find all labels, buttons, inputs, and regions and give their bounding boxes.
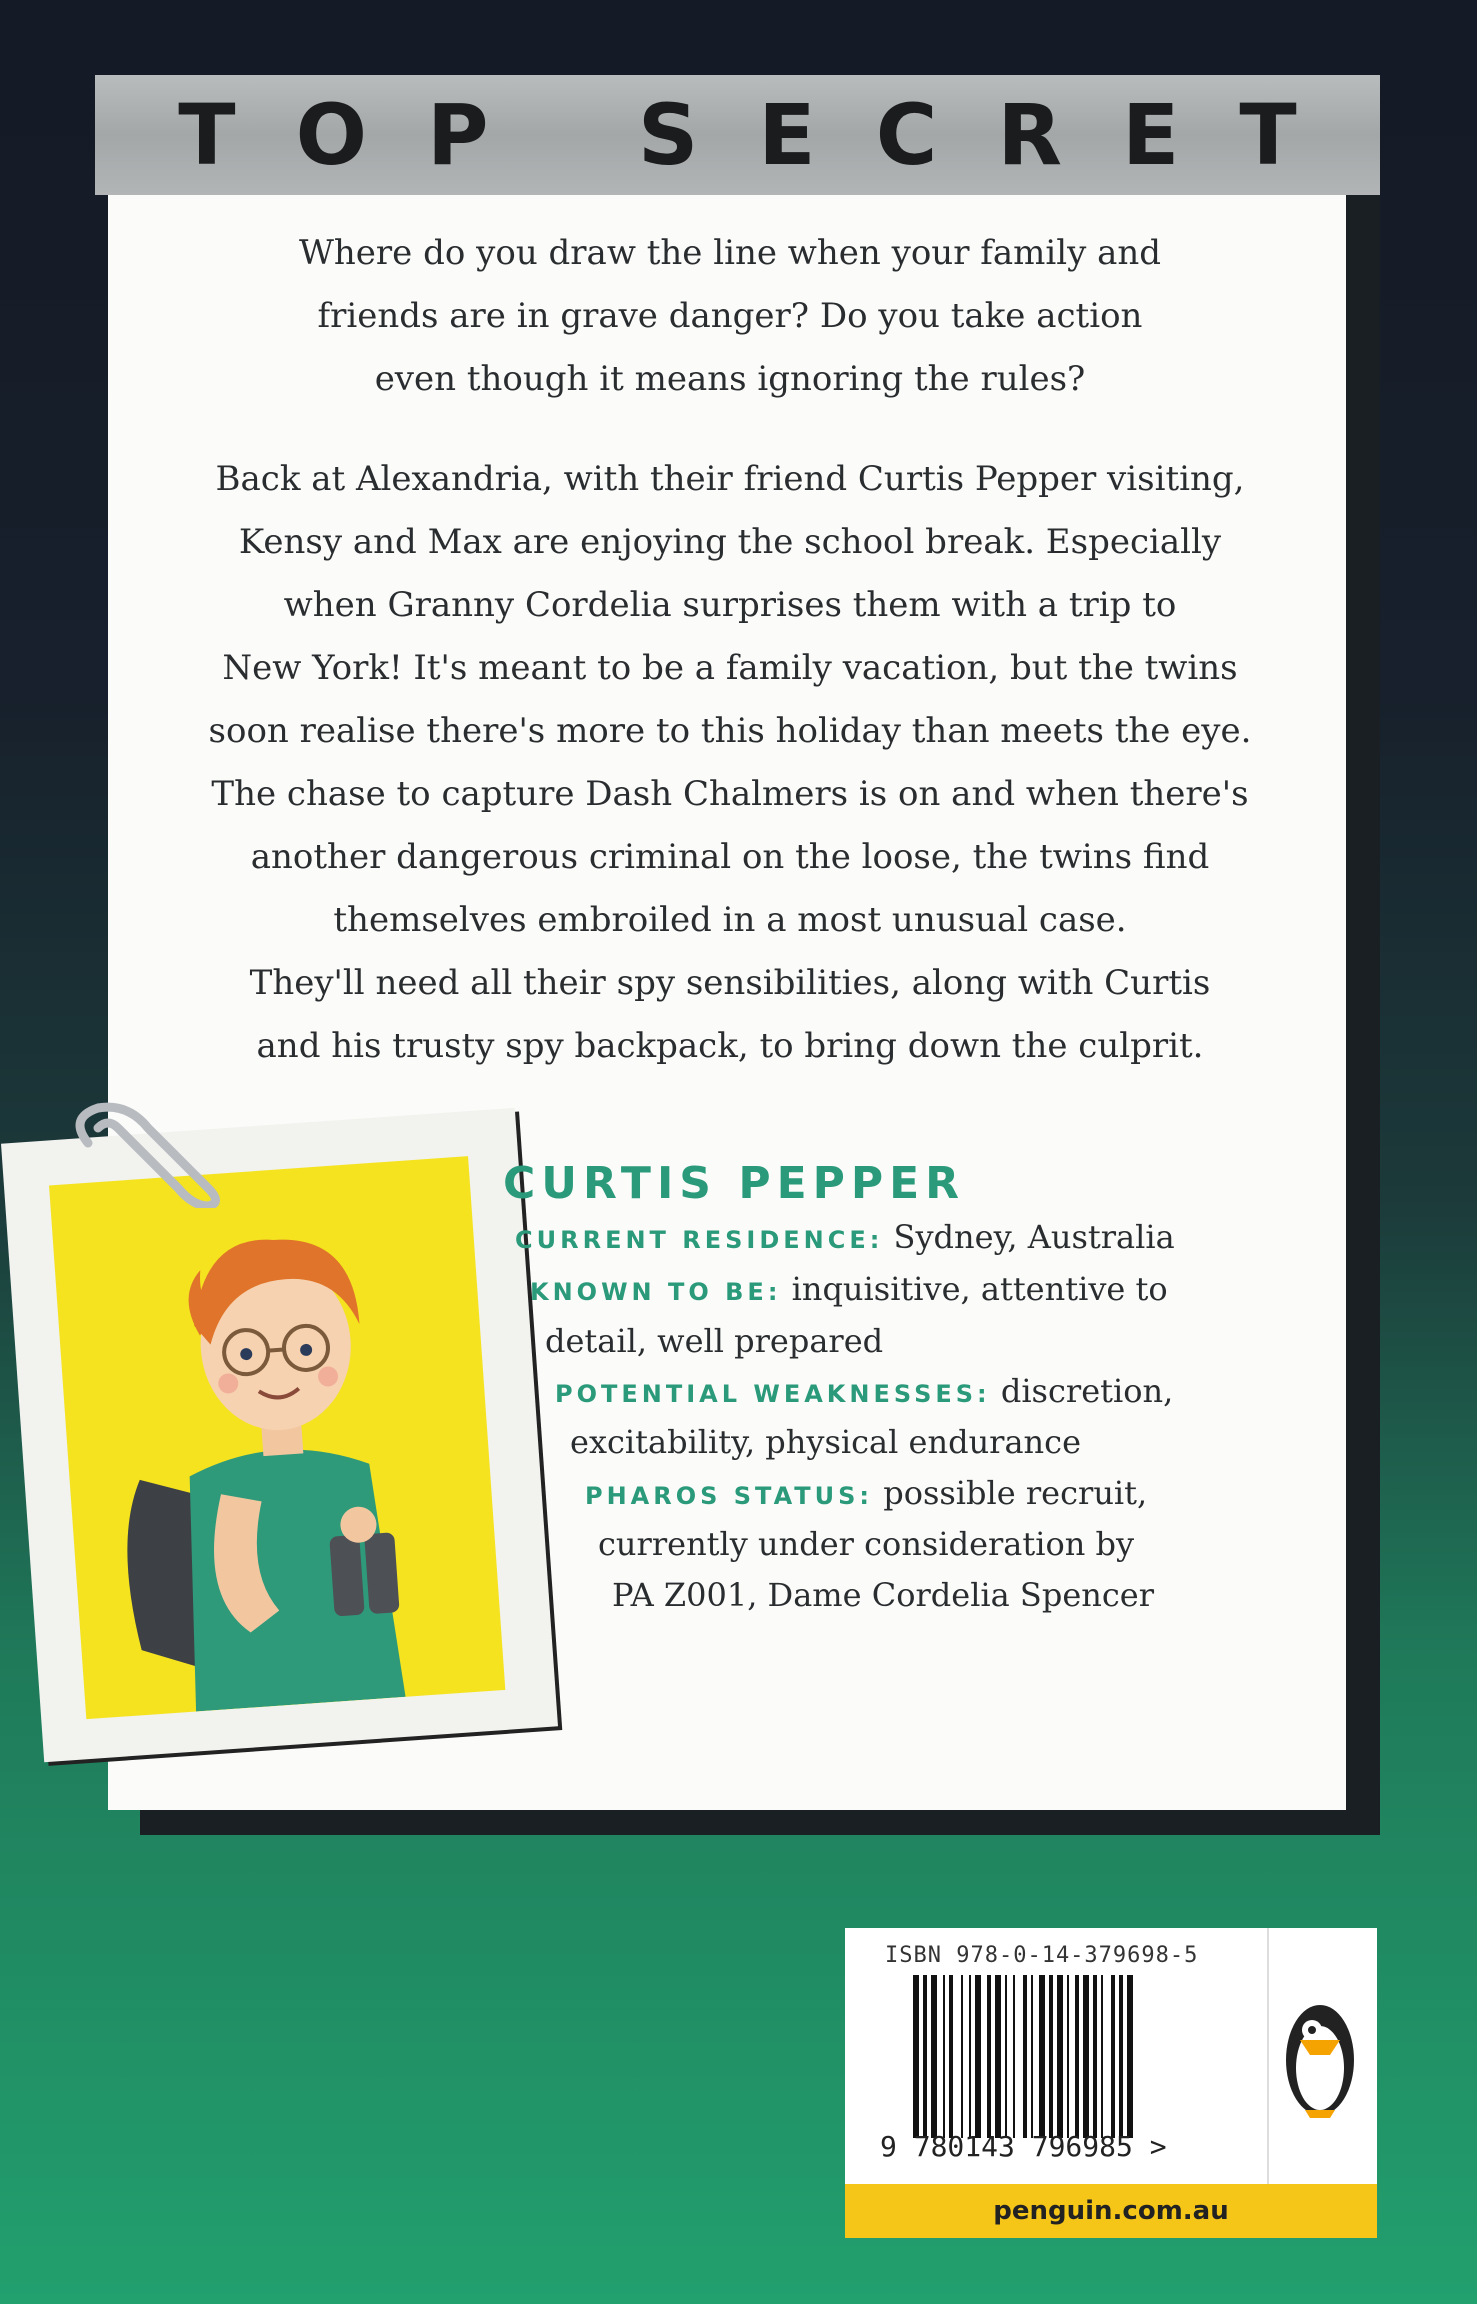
top-secret-banner [95,75,1380,195]
penguin-logo-icon [1280,2000,1360,2120]
known-row [530,1264,1168,1318]
blurb-line: themselves embroiled in a most unusual case. [333,900,1127,940]
residence-value: Sydney, Australia [893,1218,1175,1256]
barcode-digits: 9 780143 796985 > [880,2130,1167,2163]
isbn-number: ISBN 978-0-14-379698-5 [885,1943,1199,1968]
known-label: KNOWN TO BE: [530,1278,782,1306]
intro-line: Where do you draw the line when your family and [298,233,1162,273]
character-illustration [49,1156,505,1719]
weakness-value-continued: excitability, physical endurance [570,1423,1082,1461]
blurb-line: New York! It's meant to be a family vacation, but the twins [222,648,1238,688]
publisher-bar [845,2184,1377,2238]
blurb-line: another dangerous criminal on the loose, the twins find [250,837,1210,877]
status-value-continued: PA Z001, Dame Cordelia Spencer [612,1576,1155,1614]
barcode-icon [913,1975,1218,2138]
blurb-line: when Granny Cordelia surprises them with a trip to [283,585,1177,625]
status-label: PHAROS STATUS: [585,1482,874,1510]
known-value-continued: detail, well prepared [545,1322,884,1360]
book-blurb [150,448,1310,1078]
status-value-continued: currently under consideration by [598,1525,1135,1563]
status-row [585,1468,1147,1522]
blurb-line: The chase to capture Dash Chalmers is on and when there's [211,774,1249,814]
banner-title: TOP SECRET [178,86,1357,184]
blurb-line: Kensy and Max are enjoying the school break. Especially [238,522,1222,562]
weakness-value: discretion, [1000,1372,1174,1410]
publisher-website[interactable]: penguin.com.au [993,2196,1229,2226]
weakness-label: POTENTIAL WEAKNESSES: [555,1380,991,1408]
dossier-name: CURTIS PEPPER [503,1158,966,1209]
intro-question [200,222,1260,411]
intro-line: friends are in grave danger? Do you take action [317,296,1143,336]
status-value: possible recruit, [883,1474,1148,1512]
residence-label: CURRENT RESIDENCE: [515,1226,884,1254]
character-portrait-icon [49,1156,505,1719]
blurb-line: They'll need all their spy sensibilities, along with Curtis [249,963,1211,1003]
paperclip-icon [58,1088,228,1208]
blurb-line: Back at Alexandria, with their friend Curtis Pepper visiting, [215,459,1245,499]
barcode-divider [1267,1928,1269,2184]
known-value: inquisitive, attentive to [791,1270,1168,1308]
intro-line: even though it means ignoring the rules? [374,359,1086,399]
blurb-line: and his trusty spy backpack, to bring down the culprit. [256,1026,1204,1066]
weakness-row [555,1366,1173,1420]
residence-row [515,1212,1175,1266]
blurb-line: soon realise there's more to this holiday than meets the eye. [208,711,1252,751]
